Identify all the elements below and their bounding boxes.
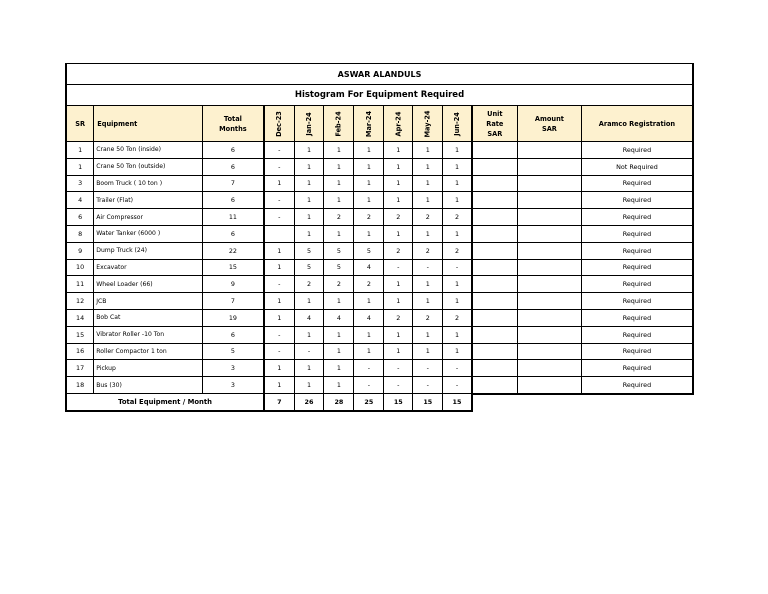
equipment-cell: Excavator [94,259,202,276]
amount-cell [517,343,581,360]
total-months-cell: 7 [202,175,264,192]
month-total-cell: 7 [264,394,294,412]
month-total-cell: 26 [294,394,324,412]
total-months-cell: 6 [202,326,264,343]
month-count-cell: 5 [354,242,384,259]
month-total-cell: 15 [413,394,443,412]
month-count-cell: 1 [443,192,472,209]
month-count-cell: 1 [294,377,324,394]
month-count-cell: - [354,360,384,377]
month-label: Jun-24 [452,111,461,136]
registration-cell: Required [581,242,693,259]
month-count-cell: 5 [294,259,324,276]
amount-cell [517,326,581,343]
month-count-cell: 2 [443,209,472,226]
equipment-cell: Bus (30) [94,377,202,394]
sr-cell: 10 [66,259,94,276]
month-count-cell: 1 [413,225,443,242]
month-count-cell: 2 [294,276,324,293]
month-count-cell: 1 [354,225,384,242]
registration-cell: Required [581,225,693,242]
month-count-cell: 1 [264,242,294,259]
header-month-2 [324,106,354,142]
equipment-cell: Crane 50 Ton (outside) [94,158,202,175]
month-count-cell: - [264,276,294,293]
month-count-cell: 2 [384,242,413,259]
month-total-cell: 25 [354,394,384,412]
unit-rate-cell [472,293,518,310]
sr-cell: 18 [66,377,94,394]
month-label: Dec-23 [275,110,284,137]
month-count-cell: 1 [354,343,384,360]
total-months-cell: 11 [202,209,264,226]
month-count-cell: 1 [264,259,294,276]
month-count-cell: 1 [384,293,413,310]
total-months-cell: 15 [202,259,264,276]
month-total-cell: 15 [384,394,413,412]
month-count-cell: 1 [413,276,443,293]
month-count-cell: 1 [324,175,354,192]
month-count-cell: 1 [324,225,354,242]
registration-cell: Required [581,276,693,293]
table-row [66,142,693,159]
month-count-cell: 1 [354,326,384,343]
month-count-cell: - [264,209,294,226]
amount-cell [517,142,581,159]
registration-cell: Required [581,192,693,209]
month-count-cell: 2 [413,242,443,259]
month-count-cell: 1 [443,225,472,242]
month-count-cell: - [384,377,413,394]
equipment-cell: Roller Compactor 1 ton [94,343,202,360]
month-total-cell: 15 [443,394,472,412]
empty-cell [472,394,518,412]
equipment-cell: Air Compressor [94,209,202,226]
month-count-cell: - [264,192,294,209]
month-count-cell: 1 [294,209,324,226]
month-count-cell: 1 [443,293,472,310]
total-months-cell: 6 [202,158,264,175]
table-row [66,175,693,192]
month-count-cell: 1 [413,343,443,360]
header-equipment: Equipment [94,106,202,142]
month-count-cell: 1 [324,360,354,377]
company-title: ASWAR ALANDULS [66,64,693,85]
month-count-cell: 2 [324,209,354,226]
month-count-cell: 1 [413,158,443,175]
unit-rate-cell [472,377,518,394]
sr-cell: 15 [66,326,94,343]
month-count-cell: 1 [324,293,354,310]
month-count-cell: 1 [264,309,294,326]
month-count-cell: 1 [294,158,324,175]
amount-cell [517,242,581,259]
registration-cell: Required [581,309,693,326]
unit-rate-cell [472,326,518,343]
registration-cell: Required [581,175,693,192]
totals-label: Total Equipment / Month [66,394,264,412]
month-count-cell: 1 [354,192,384,209]
month-count-cell: 2 [354,276,384,293]
month-count-cell: 1 [354,293,384,310]
month-count-cell: 2 [354,209,384,226]
unit-rate-cell [472,242,518,259]
month-count-cell: 4 [324,309,354,326]
equipment-cell: JCB [94,293,202,310]
month-count-cell: 1 [443,276,472,293]
amount-cell [517,158,581,175]
sr-cell: 17 [66,360,94,377]
month-count-cell: 1 [294,225,324,242]
table-row [66,225,693,242]
month-count-cell: - [264,343,294,360]
totals-row [66,394,693,412]
month-count-cell: - [384,259,413,276]
equipment-cell: Boom Truck ( 10 ton ) [94,175,202,192]
month-count-cell: 1 [294,293,324,310]
unit-rate-cell [472,209,518,226]
month-count-cell: 1 [324,142,354,159]
empty-cell [581,394,693,412]
total-months-cell: 6 [202,225,264,242]
month-total-cell: 28 [324,394,354,412]
equipment-cell: Water Tanker (6000 ) [94,225,202,242]
month-count-cell: 5 [294,242,324,259]
month-count-cell: 4 [294,309,324,326]
month-count-cell [264,225,294,242]
amount-cell [517,225,581,242]
month-count-cell: 1 [384,175,413,192]
header-month-1 [294,106,324,142]
month-count-cell: - [294,343,324,360]
table-row [66,360,693,377]
unit-rate-cell [472,343,518,360]
amount-cell [517,192,581,209]
sr-cell: 16 [66,343,94,360]
month-count-cell: 2 [443,242,472,259]
header-month-0 [264,106,294,142]
registration-cell: Required [581,293,693,310]
unit-rate-cell [472,276,518,293]
month-count-cell: 1 [264,360,294,377]
total-months-cell: 6 [202,192,264,209]
month-count-cell: 1 [294,142,324,159]
registration-cell: Not Required [581,158,693,175]
equipment-cell: Vibrator Roller -10 Ton [94,326,202,343]
month-count-cell: 1 [413,192,443,209]
table-row [66,343,693,360]
month-count-cell: 1 [443,175,472,192]
amount-cell [517,276,581,293]
header-total-months: Total Months [202,106,264,142]
header-amount: Amount SAR [517,106,581,142]
month-count-cell: - [354,377,384,394]
month-count-cell: 1 [443,142,472,159]
table-row [66,259,693,276]
registration-cell: Required [581,326,693,343]
sr-cell: 9 [66,242,94,259]
equipment-table [65,63,694,412]
month-count-cell: 1 [384,225,413,242]
table-row [66,293,693,310]
month-count-cell: - [264,142,294,159]
sr-cell: 8 [66,225,94,242]
month-count-cell: 2 [384,209,413,226]
month-count-cell: 1 [413,293,443,310]
month-count-cell: 1 [294,326,324,343]
registration-cell: Required [581,360,693,377]
month-count-cell: - [413,360,443,377]
table-row [66,242,693,259]
equipment-histogram-sheet [65,63,694,412]
month-count-cell: 1 [384,158,413,175]
unit-rate-cell [472,142,518,159]
header-row [66,106,693,142]
month-count-cell: 4 [354,259,384,276]
sr-cell: 12 [66,293,94,310]
month-label: Jan-24 [304,111,313,136]
amount-cell [517,377,581,394]
table-row [66,276,693,293]
month-count-cell: 2 [443,309,472,326]
month-count-cell: 1 [354,142,384,159]
sr-cell: 11 [66,276,94,293]
month-count-cell: 1 [413,175,443,192]
unit-rate-cell [472,192,518,209]
table-row [66,158,693,175]
total-months-cell: 22 [202,242,264,259]
registration-cell: Required [581,142,693,159]
unit-rate-cell [472,309,518,326]
empty-cell [517,394,581,412]
total-months-cell: 7 [202,293,264,310]
month-count-cell: 1 [384,276,413,293]
unit-rate-cell [472,225,518,242]
month-count-cell: 1 [384,326,413,343]
header-month-3 [354,106,384,142]
month-count-cell: 1 [443,326,472,343]
month-label: Mar-24 [364,110,373,137]
amount-cell [517,259,581,276]
month-count-cell: 1 [443,343,472,360]
total-months-cell: 6 [202,142,264,159]
table-row [66,326,693,343]
header-month-5 [413,106,443,142]
registration-cell: Required [581,259,693,276]
month-count-cell: 1 [324,158,354,175]
month-count-cell: - [264,326,294,343]
month-count-cell: 1 [264,377,294,394]
month-count-cell: - [443,377,472,394]
month-count-cell: 1 [384,142,413,159]
sr-cell: 1 [66,158,94,175]
table-row [66,192,693,209]
month-count-cell: 1 [324,192,354,209]
registration-cell: Required [581,377,693,394]
equipment-cell: Pickup [94,360,202,377]
header-month-4 [384,106,413,142]
total-months-cell: 3 [202,377,264,394]
header-month-6 [443,106,472,142]
month-count-cell: 5 [324,259,354,276]
month-count-cell: - [413,377,443,394]
equipment-cell: Crane 50 Ton (inside) [94,142,202,159]
registration-cell: Required [581,209,693,226]
month-count-cell: 2 [324,276,354,293]
month-count-cell: 2 [413,309,443,326]
month-count-cell: - [443,360,472,377]
sheet-subtitle: Histogram For Equipment Required [66,85,693,106]
unit-rate-cell [472,259,518,276]
month-count-cell: 1 [413,142,443,159]
month-count-cell: 1 [384,192,413,209]
month-count-cell: 1 [294,192,324,209]
amount-cell [517,209,581,226]
table-row [66,309,693,326]
month-count-cell: 1 [413,326,443,343]
month-count-cell: - [443,259,472,276]
header-registration: Aramco Registration [581,106,693,142]
month-count-cell: 1 [354,158,384,175]
unit-rate-cell [472,175,518,192]
equipment-cell: Wheel Loader (66) [94,276,202,293]
month-label: Apr-24 [394,111,403,136]
month-count-cell: - [413,259,443,276]
amount-cell [517,360,581,377]
total-months-cell: 19 [202,309,264,326]
equipment-cell: Bob Cat [94,309,202,326]
sr-cell: 14 [66,309,94,326]
sr-cell: 6 [66,209,94,226]
month-count-cell: 1 [294,175,324,192]
month-count-cell: 1 [264,175,294,192]
month-label: Feb-24 [334,110,343,137]
unit-rate-cell [472,360,518,377]
month-count-cell: 1 [443,158,472,175]
amount-cell [517,309,581,326]
header-unit-rate: Unit Rate SAR [472,106,518,142]
month-count-cell: 4 [354,309,384,326]
total-months-cell: 5 [202,343,264,360]
month-count-cell: 1 [384,343,413,360]
month-count-cell: 2 [384,309,413,326]
header-sr: SR [66,106,94,142]
sr-cell: 4 [66,192,94,209]
total-months-cell: 9 [202,276,264,293]
month-count-cell: 1 [324,326,354,343]
table-row [66,377,693,394]
month-count-cell: 1 [294,360,324,377]
sr-cell: 1 [66,142,94,159]
month-count-cell: 2 [413,209,443,226]
month-count-cell: - [264,158,294,175]
month-count-cell: 1 [324,343,354,360]
month-count-cell: 1 [354,175,384,192]
equipment-cell: Trailer (Flat) [94,192,202,209]
registration-cell: Required [581,343,693,360]
total-months-cell: 3 [202,360,264,377]
month-count-cell: 5 [324,242,354,259]
sr-cell: 3 [66,175,94,192]
month-count-cell: - [384,360,413,377]
amount-cell [517,175,581,192]
table-row [66,209,693,226]
month-label: May-24 [423,109,432,138]
month-count-cell: 1 [324,377,354,394]
month-count-cell: 1 [264,293,294,310]
equipment-cell: Dump Truck (24) [94,242,202,259]
unit-rate-cell [472,158,518,175]
amount-cell [517,293,581,310]
